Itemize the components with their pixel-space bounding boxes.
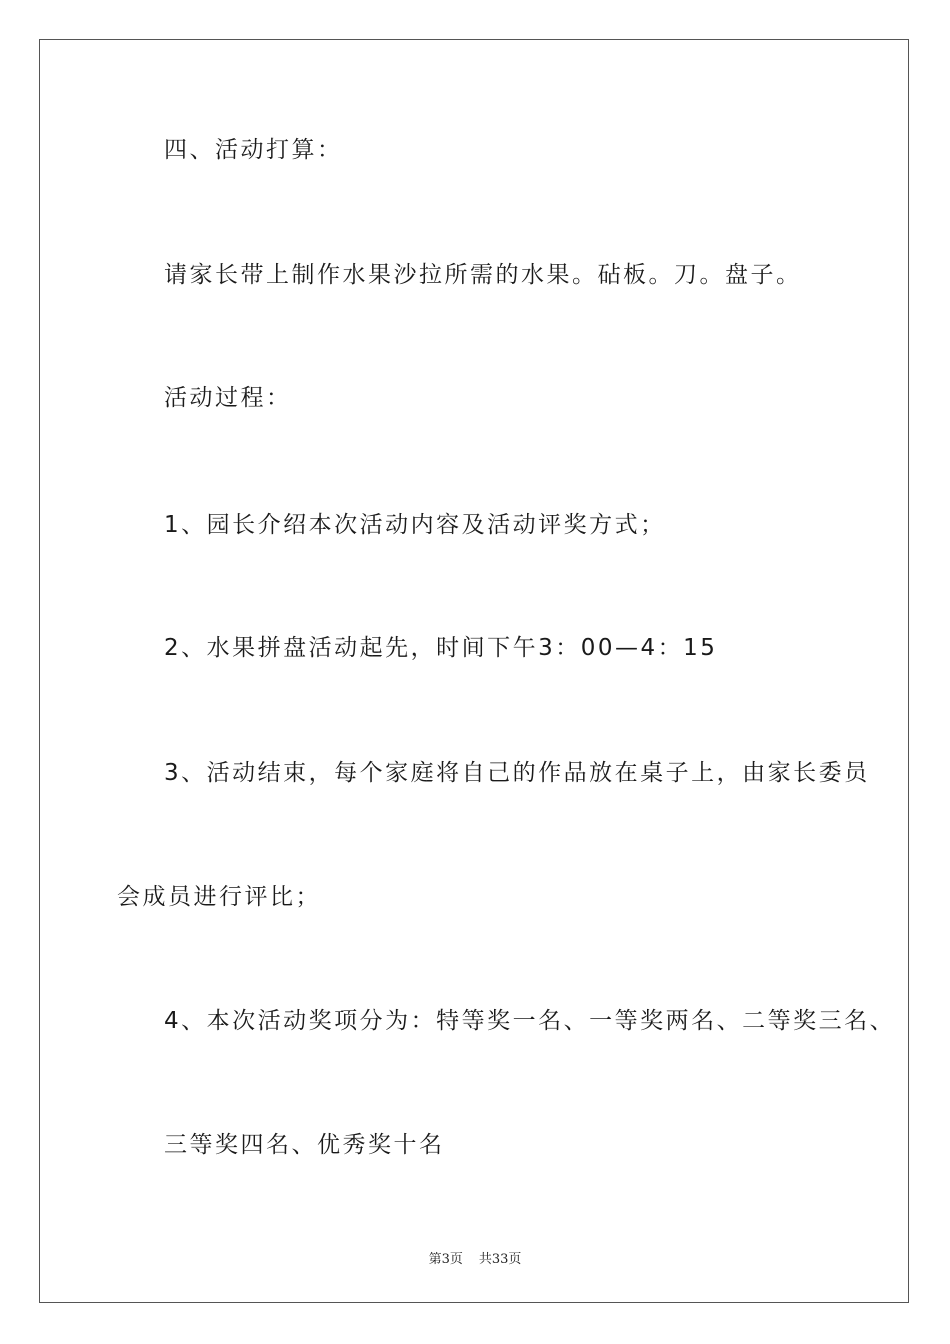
process-step-4-continued: 三等奖四名、优秀奖十名 (164, 1132, 445, 1158)
section-heading-process: 活动过程： (164, 385, 292, 411)
page-frame (39, 39, 909, 1303)
section-heading-plan: 四、活动打算： (164, 137, 343, 163)
page-total: 共33页 (478, 1252, 522, 1267)
process-step-1: 1、园长介绍本次活动内容及活动评奖方式； (164, 512, 666, 538)
page-number: 第3页 (428, 1252, 463, 1267)
process-step-3-continued: 会成员进行评比； (117, 884, 321, 910)
process-step-3: 3、活动结束，每个家庭将自己的作品放在桌子上，由家长委员 (164, 760, 870, 786)
page-footer (0, 1248, 950, 1267)
process-step-4: 4、本次活动奖项分为：特等奖一名、一等奖两名、二等奖三名、 (164, 1008, 896, 1034)
paragraph-materials: 请家长带上制作水果沙拉所需的水果。砧板。刀。盘子。 (164, 262, 802, 288)
process-step-2: 2、水果拼盘活动起先，时间下午3：00—4：15 (164, 635, 718, 661)
